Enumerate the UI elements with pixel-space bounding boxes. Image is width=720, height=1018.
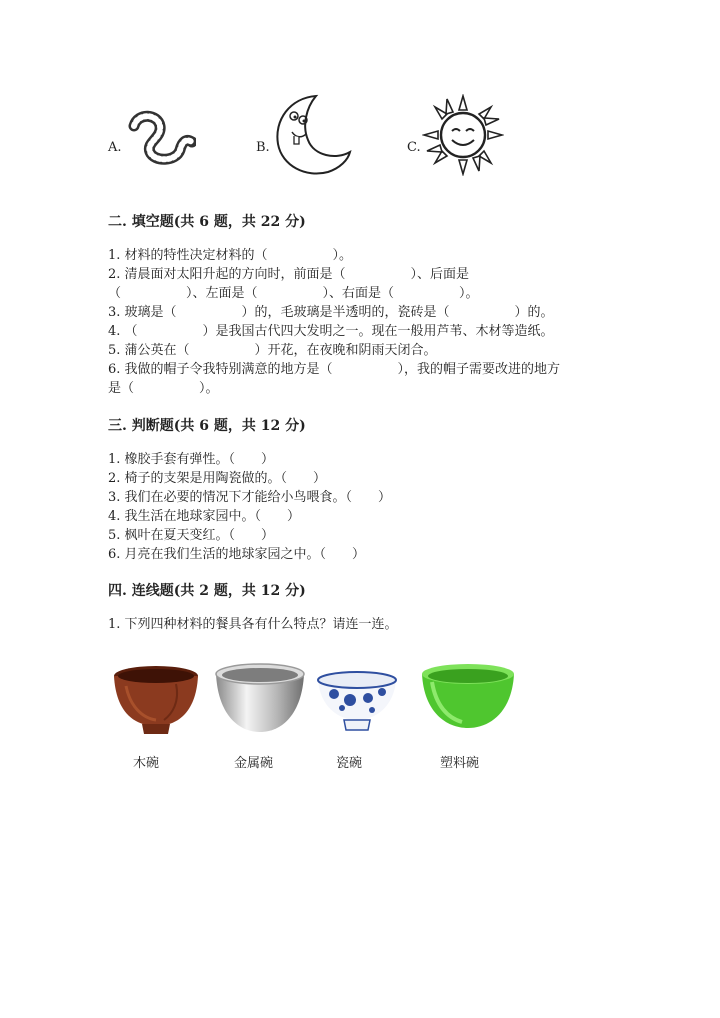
metal-bowl-label: 金属碗 (234, 756, 274, 771)
option-b-letter: B. (256, 140, 270, 155)
judge-question-1: 1. 橡胶手套有弹性。（ ） (108, 452, 275, 467)
judge-question-2: 2. 椅子的支架是用陶瓷做的。（ ） (108, 471, 327, 486)
plastic-bowl-image (418, 662, 518, 742)
match-question-1: 1. 下列四种材料的餐具各有什么特点？请连一连。 (108, 617, 398, 632)
judge-question-5: 5. 枫叶在夏天变红。（ ） (108, 528, 275, 543)
option-a-letter: A. (108, 140, 122, 155)
judge-question-6: 6. 月亮在我们生活的地球家园之中。（ ） (108, 547, 366, 562)
judge-question-3: 3. 我们在必要的情况下才能给小鸟喂食。（ ） (108, 490, 392, 505)
crescent-moon-face-icon (270, 92, 352, 182)
section-3-title: 三. 判断题(共 6 题，共 12 分) (108, 418, 306, 434)
fill-question-2: 2. 清晨面对太阳升起的方向时，前面是（ ）、后面是 (108, 267, 470, 282)
section-4-title: 四. 连线题(共 2 题，共 12 分) (108, 583, 306, 599)
wooden-bowl-label: 木碗 (133, 756, 160, 771)
smiling-sun-icon (422, 94, 504, 184)
fill-question-2-cont: （ ）、左面是（ ）、右面是（ ）。 (108, 286, 479, 301)
fill-question-5: 5. 蒲公英在（ ）开花，在夜晚和阴雨天闭合。 (108, 343, 437, 358)
fill-question-1: 1. 材料的特性决定材料的（ ）。 (108, 248, 353, 263)
plastic-bowl-label: 塑料碗 (440, 756, 480, 771)
porcelain-bowl-image (312, 662, 412, 742)
fill-question-4: 4. （ ）是我国古代四大发明之一。现在一般用芦苇、木材等造纸。 (108, 324, 554, 339)
fill-question-6: 6. 我做的帽子令我特别满意的地方是（ ），我的帽子需要改进的地方 (108, 362, 561, 377)
earthworm-icon (124, 108, 196, 198)
metal-bowl-image (210, 662, 310, 742)
section-2-title: 二. 填空题(共 6 题，共 22 分) (108, 214, 306, 230)
fill-question-3: 3. 玻璃是（ ）的，毛玻璃是半透明的，瓷砖是（ ）的。 (108, 305, 554, 320)
judge-question-4: 4. 我生活在地球家园中。（ ） (108, 509, 301, 524)
wooden-bowl-image (106, 662, 206, 742)
option-c-letter: C. (407, 140, 421, 155)
fill-question-6-cont: 是（ ）。 (108, 381, 219, 396)
porcelain-bowl-label: 瓷碗 (336, 756, 363, 771)
